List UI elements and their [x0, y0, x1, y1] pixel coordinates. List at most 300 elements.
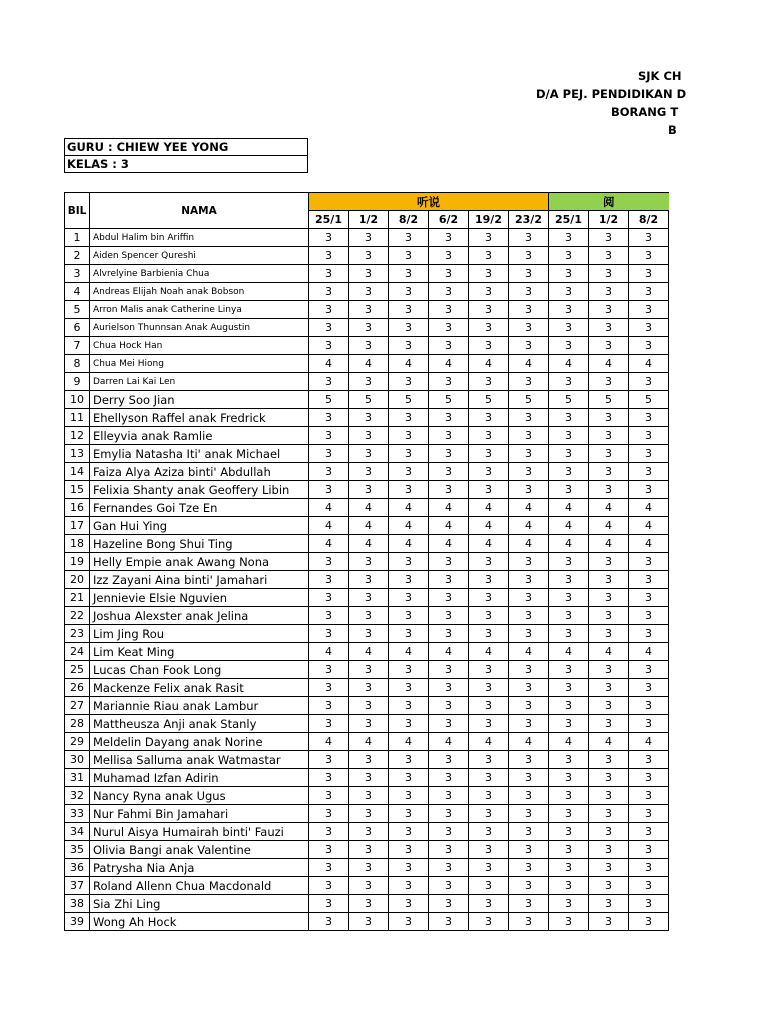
student-number-cell: 20	[65, 571, 90, 589]
score-cell: 3	[309, 661, 349, 679]
score-cell: 3	[429, 679, 469, 697]
score-cell: 3	[589, 229, 629, 247]
score-cell: 3	[509, 283, 549, 301]
student-number-cell: 29	[65, 733, 90, 751]
score-cell: 3	[629, 679, 669, 697]
score-cell: 3	[429, 463, 469, 481]
score-cell: 3	[549, 661, 589, 679]
score-cell: 3	[309, 553, 349, 571]
score-cell: 3	[469, 769, 509, 787]
score-cell: 3	[429, 337, 469, 355]
score-cell: 3	[389, 607, 429, 625]
score-cell: 3	[309, 751, 349, 769]
score-cell: 3	[469, 373, 509, 391]
group-header-row	[65, 193, 669, 211]
student-row	[65, 607, 669, 625]
score-cell: 3	[549, 715, 589, 733]
score-cell: 3	[509, 715, 549, 733]
score-cell: 3	[389, 787, 429, 805]
score-cell: 3	[309, 445, 349, 463]
score-cell: 3	[629, 787, 669, 805]
score-cell: 3	[549, 463, 589, 481]
score-cell: 3	[429, 751, 469, 769]
score-cell: 3	[509, 247, 549, 265]
student-row	[65, 445, 669, 463]
student-number-cell: 26	[65, 679, 90, 697]
student-name-cell: Nur Fahmi Bin Jamahari	[90, 805, 309, 823]
student-number-cell: 34	[65, 823, 90, 841]
score-cell: 3	[429, 697, 469, 715]
score-cell: 3	[549, 607, 589, 625]
score-cell: 4	[509, 535, 549, 553]
score-cell: 3	[629, 877, 669, 895]
student-row	[65, 841, 669, 859]
score-cell: 4	[349, 643, 389, 661]
student-number-cell: 13	[65, 445, 90, 463]
school-address-heading: D/A PEJ. PENDIDIKAN D	[536, 87, 687, 101]
score-cell: 3	[469, 553, 509, 571]
student-number-cell: 35	[65, 841, 90, 859]
score-cell: 3	[349, 247, 389, 265]
score-cell: 4	[549, 517, 589, 535]
student-number-cell: 16	[65, 499, 90, 517]
score-cell: 3	[589, 337, 629, 355]
score-cell: 3	[549, 427, 589, 445]
score-cell: 5	[509, 391, 549, 409]
score-cell: 3	[309, 463, 349, 481]
date-header-cell: 1/2	[349, 211, 389, 229]
score-cell: 3	[589, 481, 629, 499]
score-cell: 3	[389, 445, 429, 463]
score-cell: 4	[629, 733, 669, 751]
score-cell: 3	[309, 895, 349, 913]
bil-header: BIL	[65, 193, 90, 229]
score-cell: 3	[509, 373, 549, 391]
student-number-cell: 15	[65, 481, 90, 499]
score-cell: 3	[469, 787, 509, 805]
score-cell: 3	[549, 679, 589, 697]
student-name-cell: Chua Hock Han	[90, 337, 309, 355]
score-cell: 4	[589, 643, 629, 661]
student-number-cell: 28	[65, 715, 90, 733]
student-row	[65, 481, 669, 499]
score-cell: 4	[549, 499, 589, 517]
score-cell: 3	[549, 373, 589, 391]
class-row	[65, 156, 308, 173]
score-cell: 3	[629, 625, 669, 643]
student-number-cell: 1	[65, 229, 90, 247]
student-name-cell: Elleyvia anak Ramlie	[90, 427, 309, 445]
score-cell: 3	[469, 337, 509, 355]
score-cell: 3	[469, 823, 509, 841]
score-cell: 3	[429, 283, 469, 301]
score-cell: 3	[309, 589, 349, 607]
score-cell: 3	[469, 607, 509, 625]
score-cell: 3	[429, 625, 469, 643]
student-row	[65, 589, 669, 607]
score-cell: 3	[429, 841, 469, 859]
score-cell: 3	[509, 301, 549, 319]
student-number-cell: 25	[65, 661, 90, 679]
score-cell: 3	[629, 895, 669, 913]
student-number-cell: 31	[65, 769, 90, 787]
score-cell: 3	[509, 895, 549, 913]
score-cell: 5	[389, 391, 429, 409]
score-cell: 3	[429, 805, 469, 823]
student-number-cell: 2	[65, 247, 90, 265]
score-cell: 3	[509, 463, 549, 481]
score-cell: 3	[469, 859, 509, 877]
score-cell: 3	[469, 679, 509, 697]
score-cell: 3	[629, 463, 669, 481]
score-cell: 3	[389, 589, 429, 607]
student-row	[65, 697, 669, 715]
score-cell: 3	[629, 841, 669, 859]
student-name-cell: Faiza Alya Aziza binti' Abdullah	[90, 463, 309, 481]
student-number-cell: 39	[65, 913, 90, 931]
score-cell: 3	[549, 895, 589, 913]
student-row	[65, 319, 669, 337]
score-cell: 3	[349, 553, 389, 571]
score-cell: 3	[389, 301, 429, 319]
student-row	[65, 337, 669, 355]
score-cell: 4	[309, 355, 349, 373]
student-number-cell: 33	[65, 805, 90, 823]
score-cell: 3	[549, 229, 589, 247]
score-cell: 3	[509, 841, 549, 859]
student-name-cell: Nurul Aisya Humairah binti' Fauzi	[90, 823, 309, 841]
score-cell: 3	[469, 697, 509, 715]
score-cell: 3	[469, 571, 509, 589]
score-cell: 3	[629, 373, 669, 391]
score-cell: 3	[309, 427, 349, 445]
score-cell: 3	[349, 895, 389, 913]
score-cell: 3	[589, 913, 629, 931]
class-name-cell: KELAS : 3	[65, 156, 308, 173]
score-cell: 3	[469, 409, 509, 427]
score-cell: 3	[349, 301, 389, 319]
student-row	[65, 643, 669, 661]
student-row	[65, 733, 669, 751]
score-cell: 4	[429, 499, 469, 517]
score-cell: 3	[389, 337, 429, 355]
score-cell: 3	[469, 895, 509, 913]
score-cell: 4	[509, 499, 549, 517]
score-cell: 3	[349, 913, 389, 931]
score-cell: 3	[629, 697, 669, 715]
student-name-cell: Mariannie Riau anak Lambur	[90, 697, 309, 715]
score-cell: 3	[429, 319, 469, 337]
score-cell: 3	[549, 787, 589, 805]
score-cell: 4	[429, 733, 469, 751]
score-cell: 3	[469, 229, 509, 247]
score-cell: 3	[589, 895, 629, 913]
student-row	[65, 283, 669, 301]
student-name-cell: Mackenze Felix anak Rasit	[90, 679, 309, 697]
score-cell: 3	[469, 445, 509, 463]
student-name-cell: Alvrelyine Barbienia Chua	[90, 265, 309, 283]
student-row	[65, 373, 669, 391]
student-number-cell: 22	[65, 607, 90, 625]
score-cell: 5	[589, 391, 629, 409]
score-cell: 3	[549, 247, 589, 265]
score-cell: 3	[309, 625, 349, 643]
score-cell: 3	[389, 319, 429, 337]
score-cell: 3	[629, 427, 669, 445]
score-cell: 3	[509, 553, 549, 571]
score-cell: 3	[589, 571, 629, 589]
score-cell: 3	[589, 805, 629, 823]
score-cell: 3	[549, 913, 589, 931]
score-cell: 3	[629, 661, 669, 679]
score-cell: 3	[629, 859, 669, 877]
score-cell: 3	[429, 247, 469, 265]
student-name-cell: Joshua Alexster anak Jelina	[90, 607, 309, 625]
score-cell: 3	[509, 337, 549, 355]
score-cell: 3	[469, 661, 509, 679]
score-cell: 4	[429, 517, 469, 535]
score-cell: 4	[469, 733, 509, 751]
score-cell: 4	[349, 535, 389, 553]
score-cell: 3	[509, 697, 549, 715]
student-number-cell: 14	[65, 463, 90, 481]
score-cell: 3	[469, 265, 509, 283]
score-cell: 4	[389, 535, 429, 553]
score-cell: 3	[349, 265, 389, 283]
student-row	[65, 913, 669, 931]
score-cell: 3	[629, 553, 669, 571]
score-cell: 3	[429, 607, 469, 625]
student-name-cell: Fernandes Goi Tze En	[90, 499, 309, 517]
score-cell: 4	[429, 643, 469, 661]
score-cell: 3	[309, 769, 349, 787]
score-cell: 4	[309, 643, 349, 661]
score-cell: 4	[309, 517, 349, 535]
score-cell: 3	[469, 463, 509, 481]
score-cell: 3	[389, 823, 429, 841]
score-cell: 4	[389, 499, 429, 517]
score-cell: 4	[629, 643, 669, 661]
date-header-cell: 1/2	[589, 211, 629, 229]
score-cell: 3	[309, 697, 349, 715]
score-cell: 4	[629, 355, 669, 373]
score-cell: 3	[589, 373, 629, 391]
score-cell: 3	[389, 373, 429, 391]
score-cell: 3	[349, 877, 389, 895]
score-cell: 3	[309, 571, 349, 589]
score-cell: 3	[509, 265, 549, 283]
student-number-cell: 12	[65, 427, 90, 445]
score-cell: 3	[389, 463, 429, 481]
score-cell: 3	[349, 589, 389, 607]
score-cell: 3	[549, 751, 589, 769]
score-cell: 3	[549, 409, 589, 427]
score-cell: 3	[349, 787, 389, 805]
score-cell: 4	[549, 355, 589, 373]
student-row	[65, 409, 669, 427]
score-cell: 4	[549, 643, 589, 661]
score-cell: 3	[429, 877, 469, 895]
score-cell: 3	[509, 625, 549, 643]
student-row	[65, 391, 669, 409]
score-cell: 3	[509, 859, 549, 877]
student-row	[65, 625, 669, 643]
score-cell: 3	[629, 319, 669, 337]
score-cell: 3	[469, 247, 509, 265]
score-cell: 3	[469, 319, 509, 337]
score-cell: 3	[389, 697, 429, 715]
student-row	[65, 895, 669, 913]
score-cell: 4	[549, 535, 589, 553]
score-cell: 5	[429, 391, 469, 409]
date-header-cell: 8/2	[389, 211, 429, 229]
score-cell: 3	[509, 427, 549, 445]
score-cell: 3	[549, 481, 589, 499]
student-number-cell: 36	[65, 859, 90, 877]
teacher-row	[65, 139, 308, 156]
student-name-cell: Gan Hui Ying	[90, 517, 309, 535]
score-cell: 3	[629, 589, 669, 607]
score-cell: 3	[309, 409, 349, 427]
score-cell: 3	[589, 589, 629, 607]
score-cell: 4	[589, 535, 629, 553]
score-cell: 3	[309, 373, 349, 391]
score-cell: 3	[349, 715, 389, 733]
score-cell: 3	[309, 877, 349, 895]
student-number-cell: 9	[65, 373, 90, 391]
score-cell: 3	[589, 283, 629, 301]
score-cell: 3	[549, 877, 589, 895]
score-cell: 3	[349, 769, 389, 787]
student-row	[65, 679, 669, 697]
score-cell: 3	[469, 877, 509, 895]
score-cell: 3	[389, 805, 429, 823]
student-number-cell: 37	[65, 877, 90, 895]
student-name-cell: Emylia Natasha Iti' anak Michael	[90, 445, 309, 463]
score-cell: 3	[349, 409, 389, 427]
score-cell: 3	[549, 625, 589, 643]
student-name-cell: Felixia Shanty anak Geoffery Libin	[90, 481, 309, 499]
student-number-cell: 17	[65, 517, 90, 535]
score-cell: 3	[589, 661, 629, 679]
score-cell: 3	[429, 715, 469, 733]
score-cell: 3	[429, 553, 469, 571]
score-cell: 3	[629, 301, 669, 319]
student-row	[65, 355, 669, 373]
score-cell: 3	[549, 265, 589, 283]
score-cell: 3	[549, 319, 589, 337]
score-cell: 3	[389, 913, 429, 931]
score-cell: 3	[589, 445, 629, 463]
score-cell: 3	[509, 661, 549, 679]
student-name-cell: Roland Allenn Chua Macdonald	[90, 877, 309, 895]
score-cell: 3	[349, 337, 389, 355]
score-cell: 3	[309, 607, 349, 625]
student-name-cell: Aurielson Thunnsan Anak Augustin	[90, 319, 309, 337]
score-cell: 3	[629, 229, 669, 247]
student-name-cell: Muhamad Izfan Adirin	[90, 769, 309, 787]
score-cell: 3	[469, 427, 509, 445]
score-cell: 3	[349, 679, 389, 697]
score-cell: 3	[629, 913, 669, 931]
student-row	[65, 427, 669, 445]
score-cell: 3	[429, 301, 469, 319]
score-cell: 3	[589, 247, 629, 265]
student-row	[65, 787, 669, 805]
score-cell: 3	[389, 661, 429, 679]
score-cell: 3	[549, 697, 589, 715]
score-cell: 3	[469, 589, 509, 607]
student-name-cell: Ehellyson Raffel anak Fredrick	[90, 409, 309, 427]
score-cell: 3	[509, 445, 549, 463]
score-cell: 3	[629, 337, 669, 355]
score-cell: 3	[429, 427, 469, 445]
score-cell: 3	[629, 265, 669, 283]
student-number-cell: 3	[65, 265, 90, 283]
score-cell: 3	[349, 607, 389, 625]
score-cell: 3	[389, 895, 429, 913]
score-cell: 4	[389, 355, 429, 373]
score-cell: 3	[549, 589, 589, 607]
score-cell: 4	[629, 499, 669, 517]
score-cell: 3	[549, 805, 589, 823]
score-cell: 5	[629, 391, 669, 409]
score-cell: 3	[429, 913, 469, 931]
score-cell: 3	[309, 859, 349, 877]
school-name-heading: SJK CH	[638, 69, 682, 83]
score-cell: 3	[309, 913, 349, 931]
score-cell: 5	[549, 391, 589, 409]
score-cell: 3	[309, 319, 349, 337]
score-cell: 3	[469, 481, 509, 499]
score-cell: 3	[589, 319, 629, 337]
student-name-cell: Lim Jing Rou	[90, 625, 309, 643]
score-cell: 3	[589, 715, 629, 733]
score-cell: 3	[389, 859, 429, 877]
score-cell: 3	[389, 553, 429, 571]
score-cell: 3	[469, 751, 509, 769]
student-row	[65, 823, 669, 841]
score-cell: 4	[309, 535, 349, 553]
score-cell: 3	[389, 427, 429, 445]
score-cell: 3	[429, 481, 469, 499]
score-cell: 4	[629, 535, 669, 553]
teacher-info-table	[64, 138, 308, 173]
score-cell: 4	[469, 535, 509, 553]
score-cell: 3	[629, 715, 669, 733]
score-cell: 4	[589, 355, 629, 373]
student-row	[65, 661, 669, 679]
score-cell: 3	[389, 625, 429, 643]
student-name-cell: Helly Empie anak Awang Nona	[90, 553, 309, 571]
score-cell: 3	[389, 841, 429, 859]
score-cell: 5	[469, 391, 509, 409]
score-cell: 3	[349, 445, 389, 463]
score-cell: 4	[469, 517, 509, 535]
student-name-cell: Abdul Halim bin Ariffin	[90, 229, 309, 247]
score-cell: 3	[549, 571, 589, 589]
score-cell: 3	[309, 229, 349, 247]
score-cell: 3	[309, 337, 349, 355]
score-cell: 3	[589, 859, 629, 877]
score-cell: 3	[589, 679, 629, 697]
score-cell: 3	[389, 247, 429, 265]
student-name-cell: Darren Lai Kai Len	[90, 373, 309, 391]
student-row	[65, 553, 669, 571]
score-cell: 3	[549, 841, 589, 859]
score-cell: 3	[549, 859, 589, 877]
score-cell: 3	[589, 877, 629, 895]
